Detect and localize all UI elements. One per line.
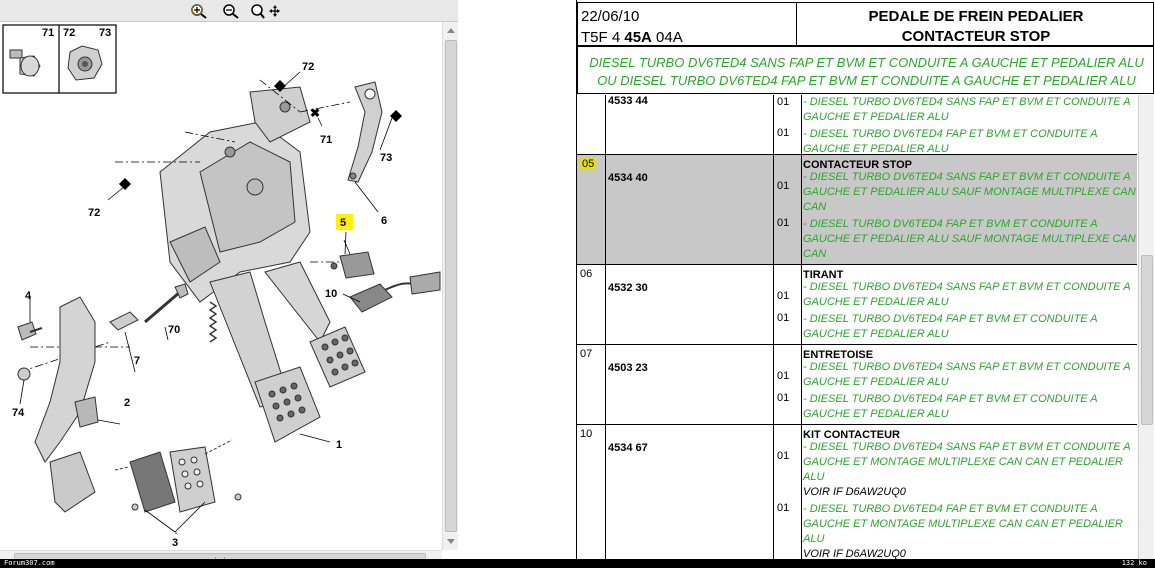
column-divider: [801, 345, 802, 425]
row-ref: 05: [582, 158, 595, 170]
label-4: 4: [25, 290, 32, 302]
applicability-line: - DIESEL TURBO DV6TED4 SANS FAP ET BVM ET CONDUITE A: [803, 281, 1131, 293]
quantity: 01: [777, 96, 790, 108]
applicability-line: - DIESEL TURBO DV6TED4 SANS FAP ET BVM ET CONDUITE A: [803, 361, 1131, 373]
diagram-pane: [0, 0, 460, 568]
applicability-line: CAN: [803, 248, 827, 260]
column-divider: [801, 155, 802, 265]
clutch-pedal: [35, 297, 98, 512]
column-divider: [801, 425, 802, 559]
applicability-line: GAUCHE ET PEDALIER ALU: [803, 376, 949, 388]
applicability-line: - DIESEL TURBO DV6TED4 FAP ET BVM ET CONDUITE A: [803, 313, 1098, 325]
applicability-line: - DIESEL TURBO DV6TED4 FAP ET BVM ET CONDUITE A: [803, 503, 1098, 515]
applicability-line: GAUCHE ET PEDALIER ALU SAUF MONTAGE MULTIPLEXE CAN: [803, 233, 1136, 245]
row-ref: 10: [580, 428, 593, 440]
scroll-up-arrow-icon[interactable]: [447, 28, 455, 33]
quantity: 01: [777, 290, 790, 302]
applicability-line: GAUCHE ET PEDALIER ALU: [803, 296, 949, 308]
code-prefix: T5F 4: [581, 29, 625, 46]
quantity: 01: [777, 392, 790, 404]
table-row[interactable]: [577, 155, 1137, 265]
label-71: 71: [320, 134, 333, 146]
tie-rod-6: [348, 82, 382, 182]
exploded-diagram[interactable]: [0, 22, 442, 550]
part-number[interactable]: 4534 40: [608, 172, 648, 184]
nut-74: [18, 368, 30, 380]
applicability-line: CAN: [803, 201, 827, 213]
label-5: 5: [340, 217, 347, 229]
page-subtitle: CONTACTEUR STOP: [901, 28, 1051, 45]
label-74: 74: [12, 407, 25, 419]
label-7: 7: [134, 355, 141, 367]
column-divider: [773, 265, 774, 345]
applicability-line: GAUCHE ET MONTAGE MULTIPLEXE CAN CAN ET PEDALIER: [803, 456, 1123, 468]
applicability-line: - DIESEL TURBO DV6TED4 FAP ET BVM ET CONDUITE A: [803, 128, 1098, 140]
stop-switch-5: [331, 240, 374, 278]
part-number[interactable]: 4534 67: [608, 442, 648, 454]
zoom-in-icon[interactable]: [190, 3, 208, 19]
quantity: 01: [777, 217, 790, 229]
applicability-line: GAUCHE ET PEDALIER ALU: [803, 408, 949, 420]
forum-watermark: Forum307.com: [4, 559, 55, 567]
applicability-line: GAUCHE ET MONTAGE MULTIPLEXE CAN CAN ET PEDALIER: [803, 518, 1123, 530]
label-72-top: 72: [302, 61, 315, 73]
connector-10: [350, 272, 440, 312]
label-1: 1: [336, 439, 343, 451]
label-10: 10: [325, 288, 338, 300]
pedal-pads-kit-3: [115, 440, 241, 512]
quantity: 01: [777, 450, 790, 462]
scroll-down-arrow-icon[interactable]: [447, 539, 455, 544]
table-row[interactable]: [577, 95, 1137, 155]
applicability-line: - DIESEL TURBO DV6TED4 SANS FAP ET BVM ET CONDUITE A: [803, 96, 1131, 108]
table-vscroll-thumb[interactable]: [1141, 255, 1153, 425]
part-description-title: ENTRETOISE: [803, 349, 874, 361]
zoom-out-icon[interactable]: [222, 3, 240, 19]
row-ref: 06: [580, 268, 593, 280]
column-divider: [773, 425, 774, 559]
table-row[interactable]: [577, 425, 1137, 559]
page-title: PEDALE DE FREIN PEDALIER: [868, 8, 1084, 25]
table-row[interactable]: [577, 265, 1137, 345]
parts-list-pane: [576, 0, 1155, 559]
return-spring: [210, 302, 216, 342]
part-number[interactable]: 4533 44: [608, 95, 648, 107]
applicability-line: GAUCHE ET PEDALIER ALU SAUF MONTAGE MULTIPLEXE CAN: [803, 186, 1136, 198]
diagram-vertical-scrollbar[interactable]: [442, 22, 458, 550]
header-code: [581, 29, 683, 46]
applicability-line: - DIESEL TURBO DV6TED4 FAP ET BVM ET CONDUITE A: [803, 393, 1098, 405]
quantity: 01: [777, 180, 790, 192]
quantity: 01: [777, 502, 790, 514]
bolt-70: [145, 284, 188, 322]
table-row[interactable]: [577, 345, 1137, 425]
cross-marker: ✖: [310, 106, 321, 120]
second-pedal: [265, 262, 365, 387]
variant-line-2: OU DIESEL TURBO DV6TED4 FAP ET BVM ET CONDUITE A GAUCHE ET PEDALIER ALU: [597, 73, 1136, 88]
label-6: 6: [381, 215, 388, 227]
column-divider: [605, 265, 606, 345]
column-divider: [773, 155, 774, 265]
header-title-box: [796, 2, 1154, 46]
applicability-line: ALU: [803, 471, 825, 483]
diagram-vscroll-thumb[interactable]: [445, 40, 457, 532]
label-71-inset: 71: [42, 27, 55, 39]
label-72-left: 72: [88, 207, 101, 219]
column-divider: [773, 345, 774, 425]
applicability-line: - DIESEL TURBO DV6TED4 SANS FAP ET BVM ET CONDUITE A: [803, 441, 1131, 453]
code-bold: 45A: [624, 29, 652, 46]
column-divider: [773, 95, 774, 155]
code-suffix: 04A: [651, 29, 683, 46]
applicability-line: GAUCHE ET PEDALIER ALU: [803, 328, 949, 340]
column-divider: [801, 95, 802, 155]
label-72-inset: 72: [63, 27, 76, 39]
column-divider: [801, 265, 802, 345]
label-73: 73: [380, 152, 393, 164]
column-divider: [605, 345, 606, 425]
table-vertical-scrollbar[interactable]: [1138, 95, 1154, 559]
cross-reference-note[interactable]: VOIR IF D6AW2UQ0: [803, 548, 906, 559]
part-4: [18, 322, 42, 340]
column-divider: [605, 155, 606, 265]
part-description-title: TIRANT: [803, 269, 844, 281]
spacer-7: [110, 312, 138, 330]
part-number[interactable]: 4532 30: [608, 282, 648, 294]
applicability-line: - DIESEL TURBO DV6TED4 FAP ET BVM ET CONDUITE A: [803, 218, 1098, 230]
label-73-inset: 73: [99, 27, 112, 39]
column-divider: [605, 95, 606, 155]
label-2: 2: [124, 397, 131, 409]
part-number[interactable]: 4503 23: [608, 362, 648, 374]
part-description-title: CONTACTEUR STOP: [803, 159, 912, 171]
applicability-line: ALU: [803, 533, 825, 545]
row-ref: 07: [580, 348, 593, 360]
label-3: 3: [172, 537, 179, 549]
vehicle-variant-box: [577, 46, 1154, 94]
footer-bar: [0, 559, 1155, 568]
parts-table: [577, 95, 1137, 559]
pedal-assembly-drawing: [0, 22, 442, 550]
part-description-title: KIT CONTACTEUR: [803, 429, 900, 441]
quantity: 01: [777, 370, 790, 382]
quantity: 01: [777, 312, 790, 324]
cross-reference-note[interactable]: VOIR IF D6AW2UQ0: [803, 486, 906, 498]
applicability-line: GAUCHE ET PEDALIER ALU: [803, 143, 949, 155]
header-info: [577, 2, 797, 46]
header-date: 22/06/10: [581, 8, 640, 25]
quantity: 01: [777, 127, 790, 139]
file-size-label: 132 ko: [1121, 559, 1147, 567]
label-70: 70: [168, 324, 181, 336]
pan-icon[interactable]: [250, 3, 280, 19]
applicability-line: - DIESEL TURBO DV6TED4 SANS FAP ET BVM ET CONDUITE A: [803, 171, 1131, 183]
applicability-line: GAUCHE ET PEDALIER ALU: [803, 111, 949, 123]
zoom-toolbar: [0, 0, 458, 22]
variant-line-1: DIESEL TURBO DV6TED4 SANS FAP ET BVM ET CONDUITE A GAUCHE ET PEDALIER ALU: [589, 55, 1144, 70]
column-divider: [605, 425, 606, 559]
